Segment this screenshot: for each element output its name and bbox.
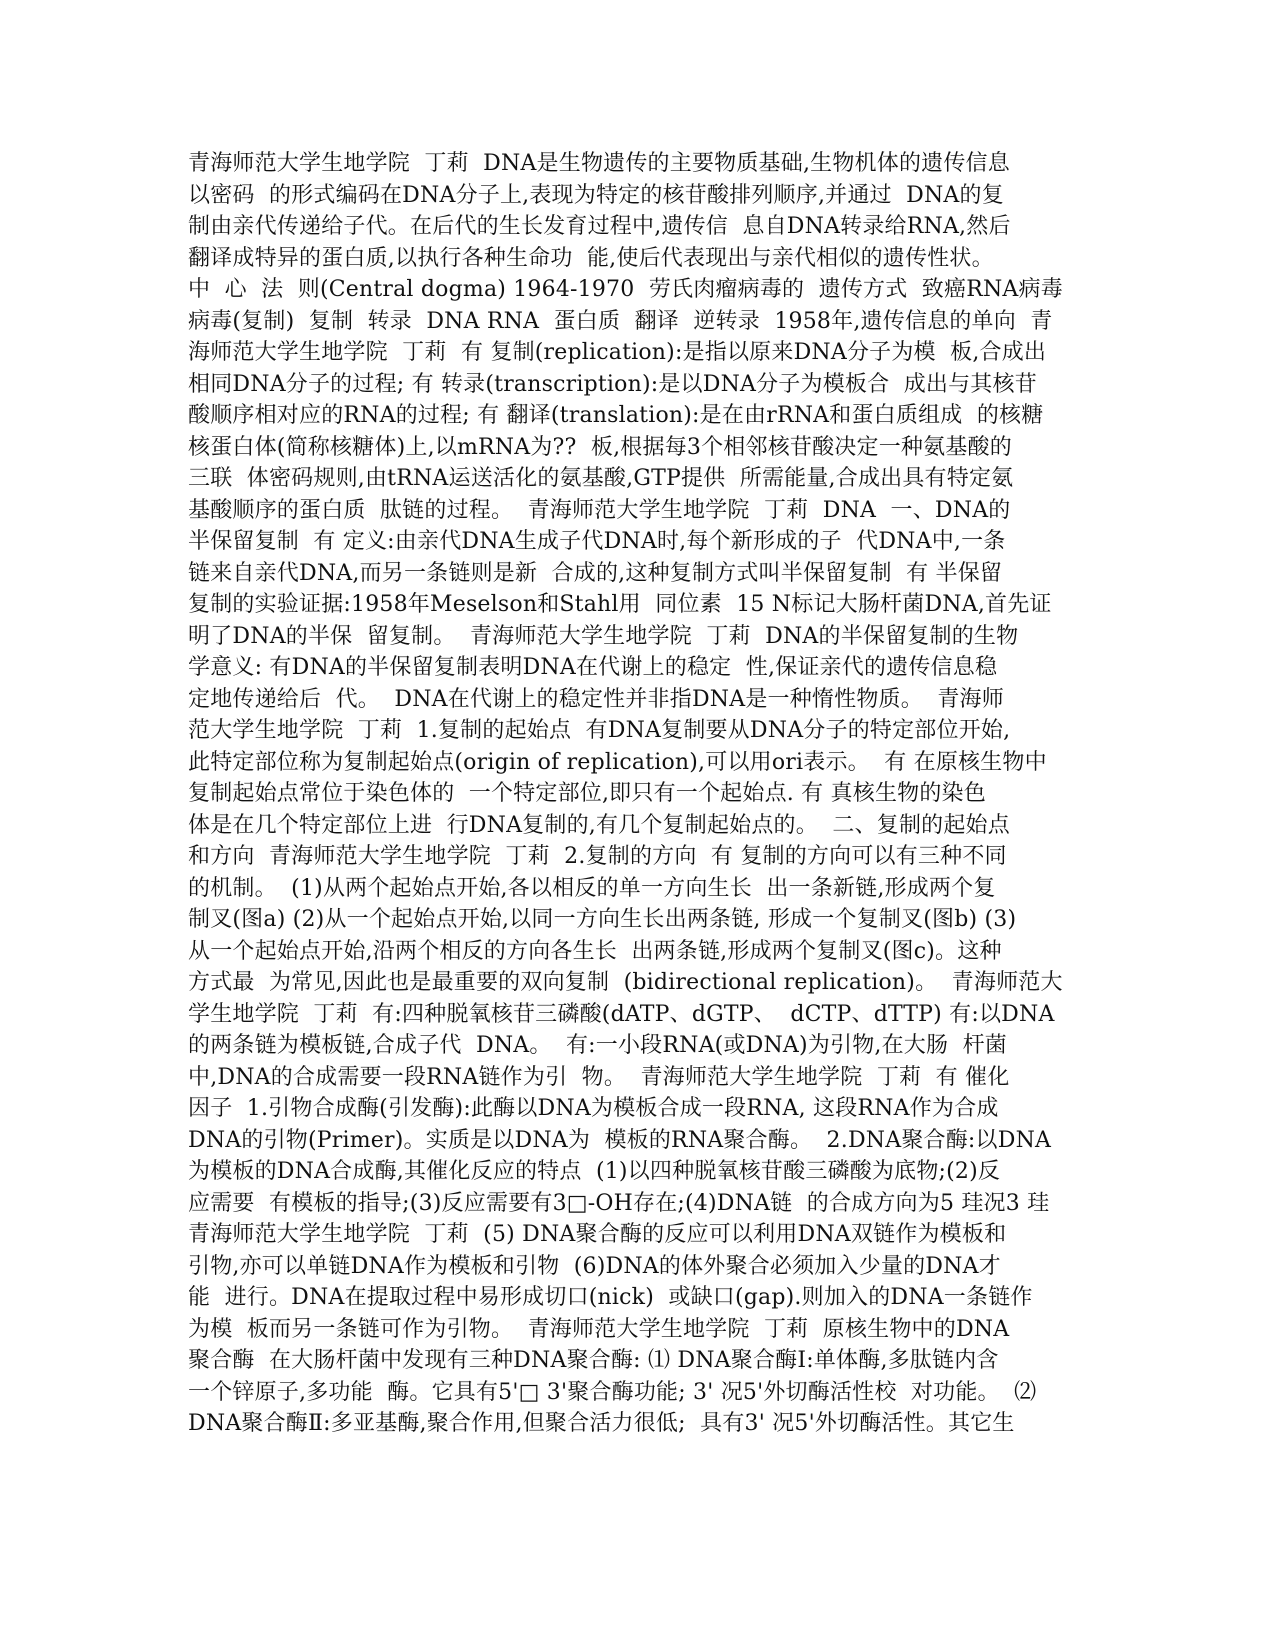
text-line: 从一个起始点开始,沿两个相反的方向各生长 出两条链,形成两个复制叉(图c)。这种 — [188, 938, 1002, 964]
text-line: 核蛋白体(简称核糖体)上,以mRNA为?? 板,根据每3个相邻核苷酸决定一种氨基酸的 — [188, 434, 1012, 460]
text-line: 中,DNA的合成需要一段RNA链作为引 物。 青海师范大学生地学院 丁莉 有 催化 — [188, 1064, 1010, 1090]
text-line: 基酸顺序的蛋白质 肽链的过程。 青海师范大学生地学院 丁莉 DNA 一、DNA的 — [188, 497, 1011, 523]
text-line: 聚合酶 在大肠杆菌中发现有三种DNA聚合酶: ⑴ DNA聚合酶Ⅰ:单体酶,多肽链内含 — [188, 1348, 999, 1373]
text-line: 明了DNA的半保 留复制。 青海师范大学生地学院 丁莉 DNA的半保留复制的生物 — [188, 623, 1019, 649]
text-line: 因子 1.引物合成酶(引发酶):此酶以DNA为模板合成一段RNA, 这段RNA作为合成 — [188, 1096, 999, 1121]
text-line: 为模 板而另一条链可作为引物。 青海师范大学生地学院 丁莉 原核生物中的DNA — [188, 1316, 1010, 1342]
text-line: 翻译成特异的蛋白质,以执行各种生命功 能,使后代表现出与亲代相似的遗传性状。 — [188, 245, 994, 271]
text-line: 半保留复制 有 定义:由亲代DNA生成子代DNA时,每个新形成的子 代DNA中,一条 — [188, 529, 1006, 554]
text-line: DNA的引物(Primer)。实质是以DNA为 模板的RNA聚合酶。 2.DNA聚合酶:以DNA — [188, 1127, 1052, 1153]
text-line: 的两条链为模板链,合成子代 DNA。 有:一小段RNA(或DNA)为引物,在大肠 杆菌 — [188, 1033, 1007, 1058]
text-line: DNA聚合酶Ⅱ:多亚基酶,聚合作用,但聚合活力很低; 具有3' 况5'外切酶活性。其它生 — [188, 1411, 1015, 1436]
text-line: 的机制。 (1)从两个起始点开始,各以相反的单一方向生长 出一条新链,形成两个复 — [188, 875, 996, 901]
text-line: 青海师范大学生地学院 丁莉 DNA是生物遗传的主要物质基础,生物机体的遗传信息 — [188, 151, 1010, 176]
text-line: 海师范大学生地学院 丁莉 有 复制(replication):是指以原来DNA分子为模 板,合成出 — [188, 340, 1047, 365]
text-line: 能 进行。DNA在提取过程中易形成切口(nick) 或缺口(gap).则加入的DNA一条链作 — [188, 1285, 1033, 1310]
text-line: 体是在几个特定部位上进 行DNA复制的,有几个复制起始点的。 二、复制的起始点 — [188, 812, 1010, 838]
body-text — [188, 148, 1088, 1440]
text-line: 制由亲代传递给子代。在后代的生长发育过程中,遗传信 息自DNA转录给RNA,然后 — [188, 214, 1011, 239]
text-line: 引物,亦可以单链DNA作为模板和引物 (6)DNA的体外聚合必须加入少量的DNA才 — [188, 1253, 1001, 1279]
text-line: 青海师范大学生地学院 丁莉 (5) DNA聚合酶的反应可以利用DNA双链作为模板和 — [188, 1222, 1007, 1247]
text-line: 应需要 有模板的指导;(3)反应需要有3□-OH存在;(4)DNA链 的合成方向为5 珪况3 珪 — [188, 1190, 1050, 1216]
text-line: 学生地学院 丁莉 有:四种脱氧核苷三磷酸(dATP、dGTP、 dCTP、dTTP) 有:以DNA — [188, 1001, 1055, 1027]
text-line: 病毒(复制) 复制 转录 DNA RNA 蛋白质 翻译 逆转录 1958年,遗传信息的单向 青 — [188, 308, 1053, 334]
text-line: 以密码 的形式编码在DNA分子上,表现为特定的核苷酸排列顺序,并通过 DNA的复 — [188, 182, 1004, 208]
text-line: 酸顺序相对应的RNA的过程; 有 翻译(translation):是在由rRNA和蛋白质组成 的核糖 — [188, 403, 1044, 428]
text-line: 相同DNA分子的过程; 有 转录(transcription):是以DNA分子为模板合 成出与其核苷 — [188, 371, 1037, 397]
text-line: 方式最 为常见,因此也是最重要的双向复制 (bidirectional replication)。 青海师范大 — [188, 970, 1063, 995]
text-line: 制叉(图a) (2)从一个起始点开始,以同一方向生长出两条链, 形成一个复制叉(图b) (3) — [188, 907, 1017, 932]
text-line: 中 心 法 则(Central dogma) 1964-1970 劳氏肉瘤病毒的 遗传方式 致癌RNA病毒 — [188, 277, 1063, 302]
text-line: 三联 体密码规则,由tRNA运送活化的氨基酸,GTP提供 所需能量,合成出具有特定氨 — [188, 466, 1014, 491]
text-line: 定地传递给后 代。 DNA在代谢上的稳定性并非指DNA是一种惰性物质。 青海师 — [188, 686, 1004, 712]
text-line: 学意义: 有DNA的半保留复制表明DNA在代谢上的稳定 性,保证亲代的遗传信息稳 — [188, 655, 998, 680]
text-line: 复制起始点常位于染色体的 一个特定部位,即只有一个起始点. 有 真核生物的染色 — [188, 781, 986, 806]
text-line: 和方向 青海师范大学生地学院 丁莉 2.复制的方向 有 复制的方向可以有三种不同 — [188, 844, 1007, 869]
text-line: 范大学生地学院 丁莉 1.复制的起始点 有DNA复制要从DNA分子的特定部位开始, — [188, 718, 1011, 743]
text-line: 为模板的DNA合成酶,其催化反应的特点 (1)以四种脱氧核苷酸三磷酸为底物;(2)反 — [188, 1159, 1001, 1184]
text-line: 链来自亲代DNA,而另一条链则是新 合成的,这种复制方式叫半保留复制 有 半保留 — [188, 560, 1003, 586]
text-line: 一个锌原子,多功能 酶。它具有5'□ 3'聚合酶功能; 3' 况5'外切酶活性校 对功能。 ⑵ — [188, 1379, 1037, 1405]
text-line: 此特定部位称为复制起始点(origin of replication),可以用ori表示。 有 在原核生物中 — [188, 749, 1047, 775]
text-line: 复制的实验证据:1958年Meselson和Stahl用 同位素 15 N标记大肠杆菌DNA,首先证 — [188, 592, 1052, 617]
